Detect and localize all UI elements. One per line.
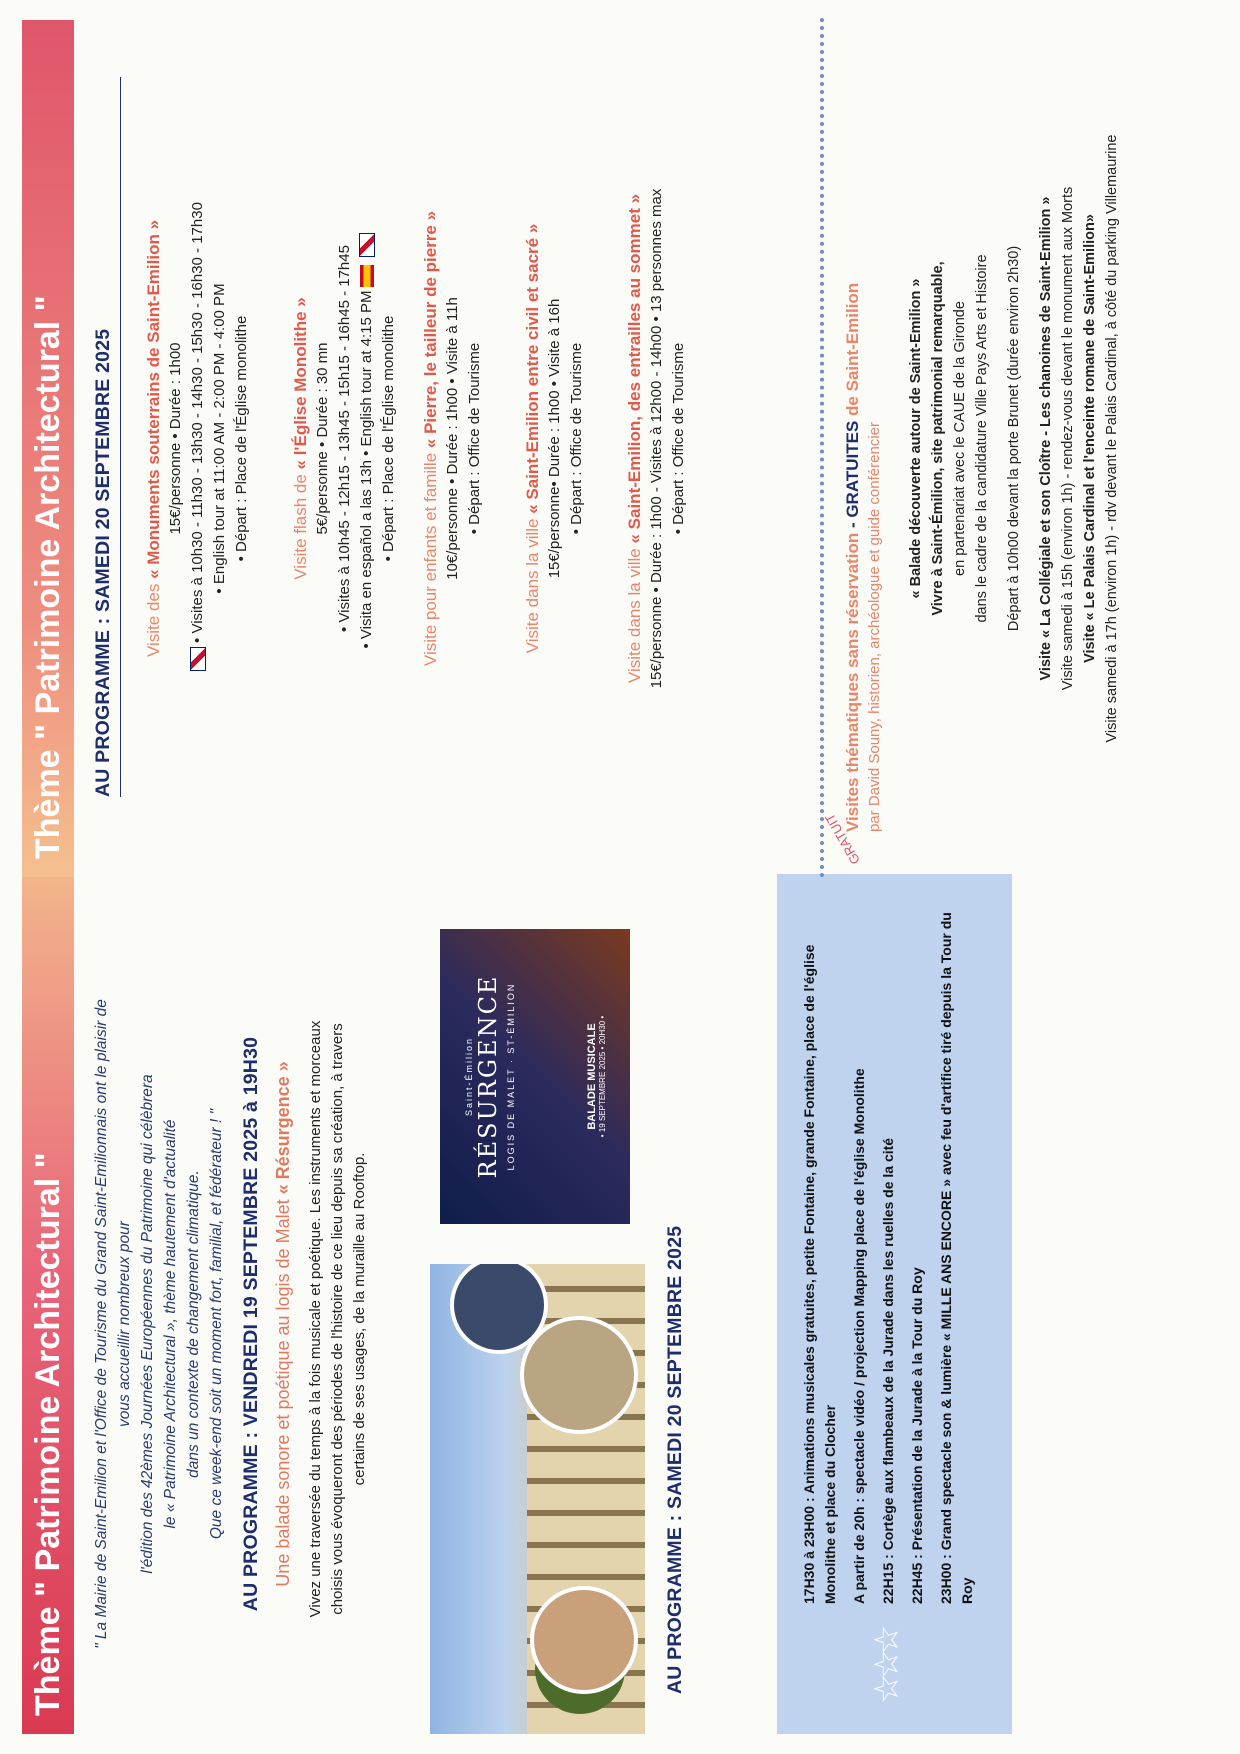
event-item: 23H00 : Grand spectacle son & lumière « MILLE ANS ENCORE » avec feu d'artifice tiré depuis la Tour du Roy xyxy=(938,912,975,1604)
visit-name: « Monuments souterrains de Saint-Emilion » xyxy=(144,219,163,579)
program-saturday-title: AU PROGRAMME : SAMEDI 20 SEPTEMBRE 2025 xyxy=(664,1225,686,1694)
intro-line: " La Mairie de Saint-Emilion et l'Office de Tourisme du Grand Saint-Emilionnais ont le plaisir de xyxy=(93,999,110,1649)
visit-heading xyxy=(624,0,646,877)
visit-civil-sacre xyxy=(522,0,588,877)
resurgence-subtitle xyxy=(273,924,294,1724)
theme-banner-right: Thème " Patrimoine Architectural " xyxy=(22,20,74,877)
intro-line: le « Patrimoine Architectural », thème hautement d'actualité xyxy=(162,1119,179,1529)
visit-intro: Visite des xyxy=(144,578,163,658)
visit-line-row xyxy=(187,0,209,877)
program-saturday-visits-title: AU PROGRAMME : SAMEDI 20 SEPTEMBRE 2025 xyxy=(92,328,114,797)
saturday-events-box xyxy=(777,874,1012,1734)
visit-line: • Départ : Office de Tourisme xyxy=(466,342,483,535)
event-item: A partir de 20h : spectacle vidéo / projection Mapping place de l'église Monolithe xyxy=(851,1068,867,1604)
event-item: 22H15 : Cortège aux flambeaux de la Jurade dans les ruelles de la cité xyxy=(880,1137,896,1604)
visit-eglise-monolithe xyxy=(290,0,400,877)
dotted-separator xyxy=(820,17,824,877)
title-underline xyxy=(120,77,121,797)
visit-line: 15€/personne • Durée : 1h00 - Visites à 12h00 - 14h00 • 13 personnes max xyxy=(648,188,665,689)
visit-intro: Visite dans la ville xyxy=(625,543,644,684)
paragraph-line: certains de ses usages, de la muraille au Rooftop. xyxy=(351,1152,368,1486)
thematic-line: Vivre à Saint-Émilion, site patrimonial remarquable, xyxy=(930,261,946,616)
thematic-place: de Saint-Emilion xyxy=(843,282,862,416)
thematic-line: dans le cadre de la candidature Ville Pays Arts et Histoire xyxy=(974,254,990,623)
visit-line: 15€/personne • Durée : 1h00 xyxy=(167,342,184,535)
poster-subtitle: LOGIS DE MALET · ST-ÉMILION xyxy=(506,982,516,1171)
thematic-guide: par David Souny, historien, archéologue et guide conférencier xyxy=(866,422,883,832)
visit-intro: Visite pour enfants et famille xyxy=(421,448,440,667)
thematic-line: Départ à 10h00 devant la porte Brunet (durée environ 2h30) xyxy=(1006,245,1022,632)
title-rule xyxy=(700,914,701,1694)
visit-line: • Départ : Office de Tourisme xyxy=(568,342,585,535)
visit-name: « Saint-Emilion entre civil et sacré » xyxy=(523,223,542,514)
thematic-line: « Balade découverte autour de Saint-Emilion » xyxy=(908,278,924,599)
visit-name: « Saint-Emilion, des entrailles au sommet » xyxy=(625,193,644,544)
paragraph-line: Vivez une traversée du temps à la fois musicale et poétique. Les instruments et morceaux xyxy=(307,1020,324,1618)
intro-line: Que ce week-end soit un moment fort, familial, et fédérateur ! " xyxy=(208,1108,225,1540)
visit-heading xyxy=(420,0,442,877)
subtitle-bold: « Résurgence » xyxy=(273,1061,293,1195)
resurgence-poster xyxy=(440,929,630,1224)
visit-heading xyxy=(290,0,312,877)
inset-photo-circle xyxy=(530,1586,638,1694)
subtitle-plain: Une balade sonore et poétique au logis de Malet xyxy=(273,1194,293,1587)
thematic-title: Visites thématiques sans réservation xyxy=(843,532,862,832)
intro-line: l'édition des 42èmes Journées Européennes du Patrimoine qui célèbrera xyxy=(139,1074,156,1574)
visit-pierre-tailleur xyxy=(420,0,486,877)
program-friday-title: AU PROGRAMME : VENDREDI 19 SEPTEMBRE 2025 à 19H30 xyxy=(240,1036,262,1612)
logis-de-malet-photo xyxy=(430,1264,645,1734)
visit-name: « l'Église Monolithe » xyxy=(291,297,310,470)
intro-line: vous accueillir nombreux pour xyxy=(116,1221,133,1427)
visit-line-row xyxy=(356,0,378,877)
visit-line: • Départ : Place de l'Église monolithe xyxy=(233,315,250,562)
visit-line: • Visita en español a las 13h • English tour at 4:15 PM xyxy=(358,290,375,649)
poster-brand: Saint-Émilion xyxy=(464,1036,474,1117)
gratuit-stamp: GRATUIT xyxy=(821,810,864,867)
visit-heading xyxy=(143,0,165,877)
uk-flag-icon xyxy=(190,647,206,671)
visit-line: 15€/personne• Durée : 1h00 • Visite à 16h xyxy=(546,298,563,579)
poster-caption: BALADE MUSICALE xyxy=(586,1023,598,1130)
thematic-visits-heading xyxy=(842,32,886,832)
visit-intro: Visite flash de xyxy=(291,469,310,580)
visit-line: 5€/personne • Durée : 30 mn xyxy=(314,342,331,535)
thematic-line: Visite « La Collégiale et son Cloître - Les chanoines de Saint-Emilion » xyxy=(1038,196,1054,681)
visit-line: • English tour at 11:00 AM - 2:00 PM - 4:00 PM xyxy=(211,283,228,594)
intro-line: dans un contexte de changement climatique. xyxy=(185,1170,202,1478)
left-panel xyxy=(0,877,1240,1754)
event-item: 22H45 : Présentation de la Jurade à la Tour du Roy xyxy=(909,1267,925,1604)
thematic-line: en partenariat avec le CAUE de la Gironde xyxy=(952,301,968,576)
visit-souterrains xyxy=(143,0,253,877)
paragraph-line: choisis vous évoqueront des périodes de l'histoire de ce lieu depuis sa création, à travers xyxy=(329,1023,346,1615)
stars-icon: ☆☆☆ xyxy=(868,1630,906,1704)
thematic-line: Visite « Le Palais Cardinal et l'enceinte romane de Saint-Emilion» xyxy=(1082,214,1098,663)
spain-flag-icon xyxy=(360,265,374,287)
poster-title: RÉSURGENCE xyxy=(474,974,502,1179)
visit-line: • Visites à 10h45 - 12h15 - 13h45 - 15h15 - 16h45 - 17h45 xyxy=(336,245,353,632)
visit-heading xyxy=(522,0,544,877)
thematic-line: Visite samedi à 17h (environ 1h) - rdv devant le Palais Cardinal, à côté du parking Villemaurine xyxy=(1104,134,1120,743)
intro-text xyxy=(90,954,228,1694)
theme-banner-left: Thème " Patrimoine Architectural " xyxy=(22,877,74,1734)
thematic-visits-list xyxy=(905,0,1123,877)
visit-line: • Départ : Office de Tourisme xyxy=(670,342,687,535)
thematic-line: Visite samedi à 15h (environ 1h) - rendez-vous devant le monument aux Morts xyxy=(1060,186,1076,691)
thematic-free: - GRATUITES xyxy=(843,415,862,533)
visit-intro: Visite dans la ville xyxy=(523,513,542,654)
visit-entrailles-sommet xyxy=(624,0,690,877)
uk-flag-icon xyxy=(359,233,375,257)
visit-line: • Visites à 10h30 - 11h30 - 13h30 - 14h30 - 15h30 - 16h30 - 17h30 xyxy=(189,202,206,643)
visit-line: 10€/personne • Durée : 1h00 • Visite à 11h xyxy=(444,297,461,580)
resurgence-description xyxy=(305,924,371,1714)
event-item: 17H30 à 23H00 : Animations musicales gratuites, petite Fontaine, grande Fontaine, place de l'église Monolithe et place du Clocher xyxy=(801,944,838,1604)
poster-date: • 19 SEPTEMBRE 2025 • 20H30 • xyxy=(598,1015,607,1138)
visit-name: « Pierre, le tailleur de pierre » xyxy=(421,210,440,449)
visit-line: • Départ : Place de l'Église monolithe xyxy=(380,315,397,562)
